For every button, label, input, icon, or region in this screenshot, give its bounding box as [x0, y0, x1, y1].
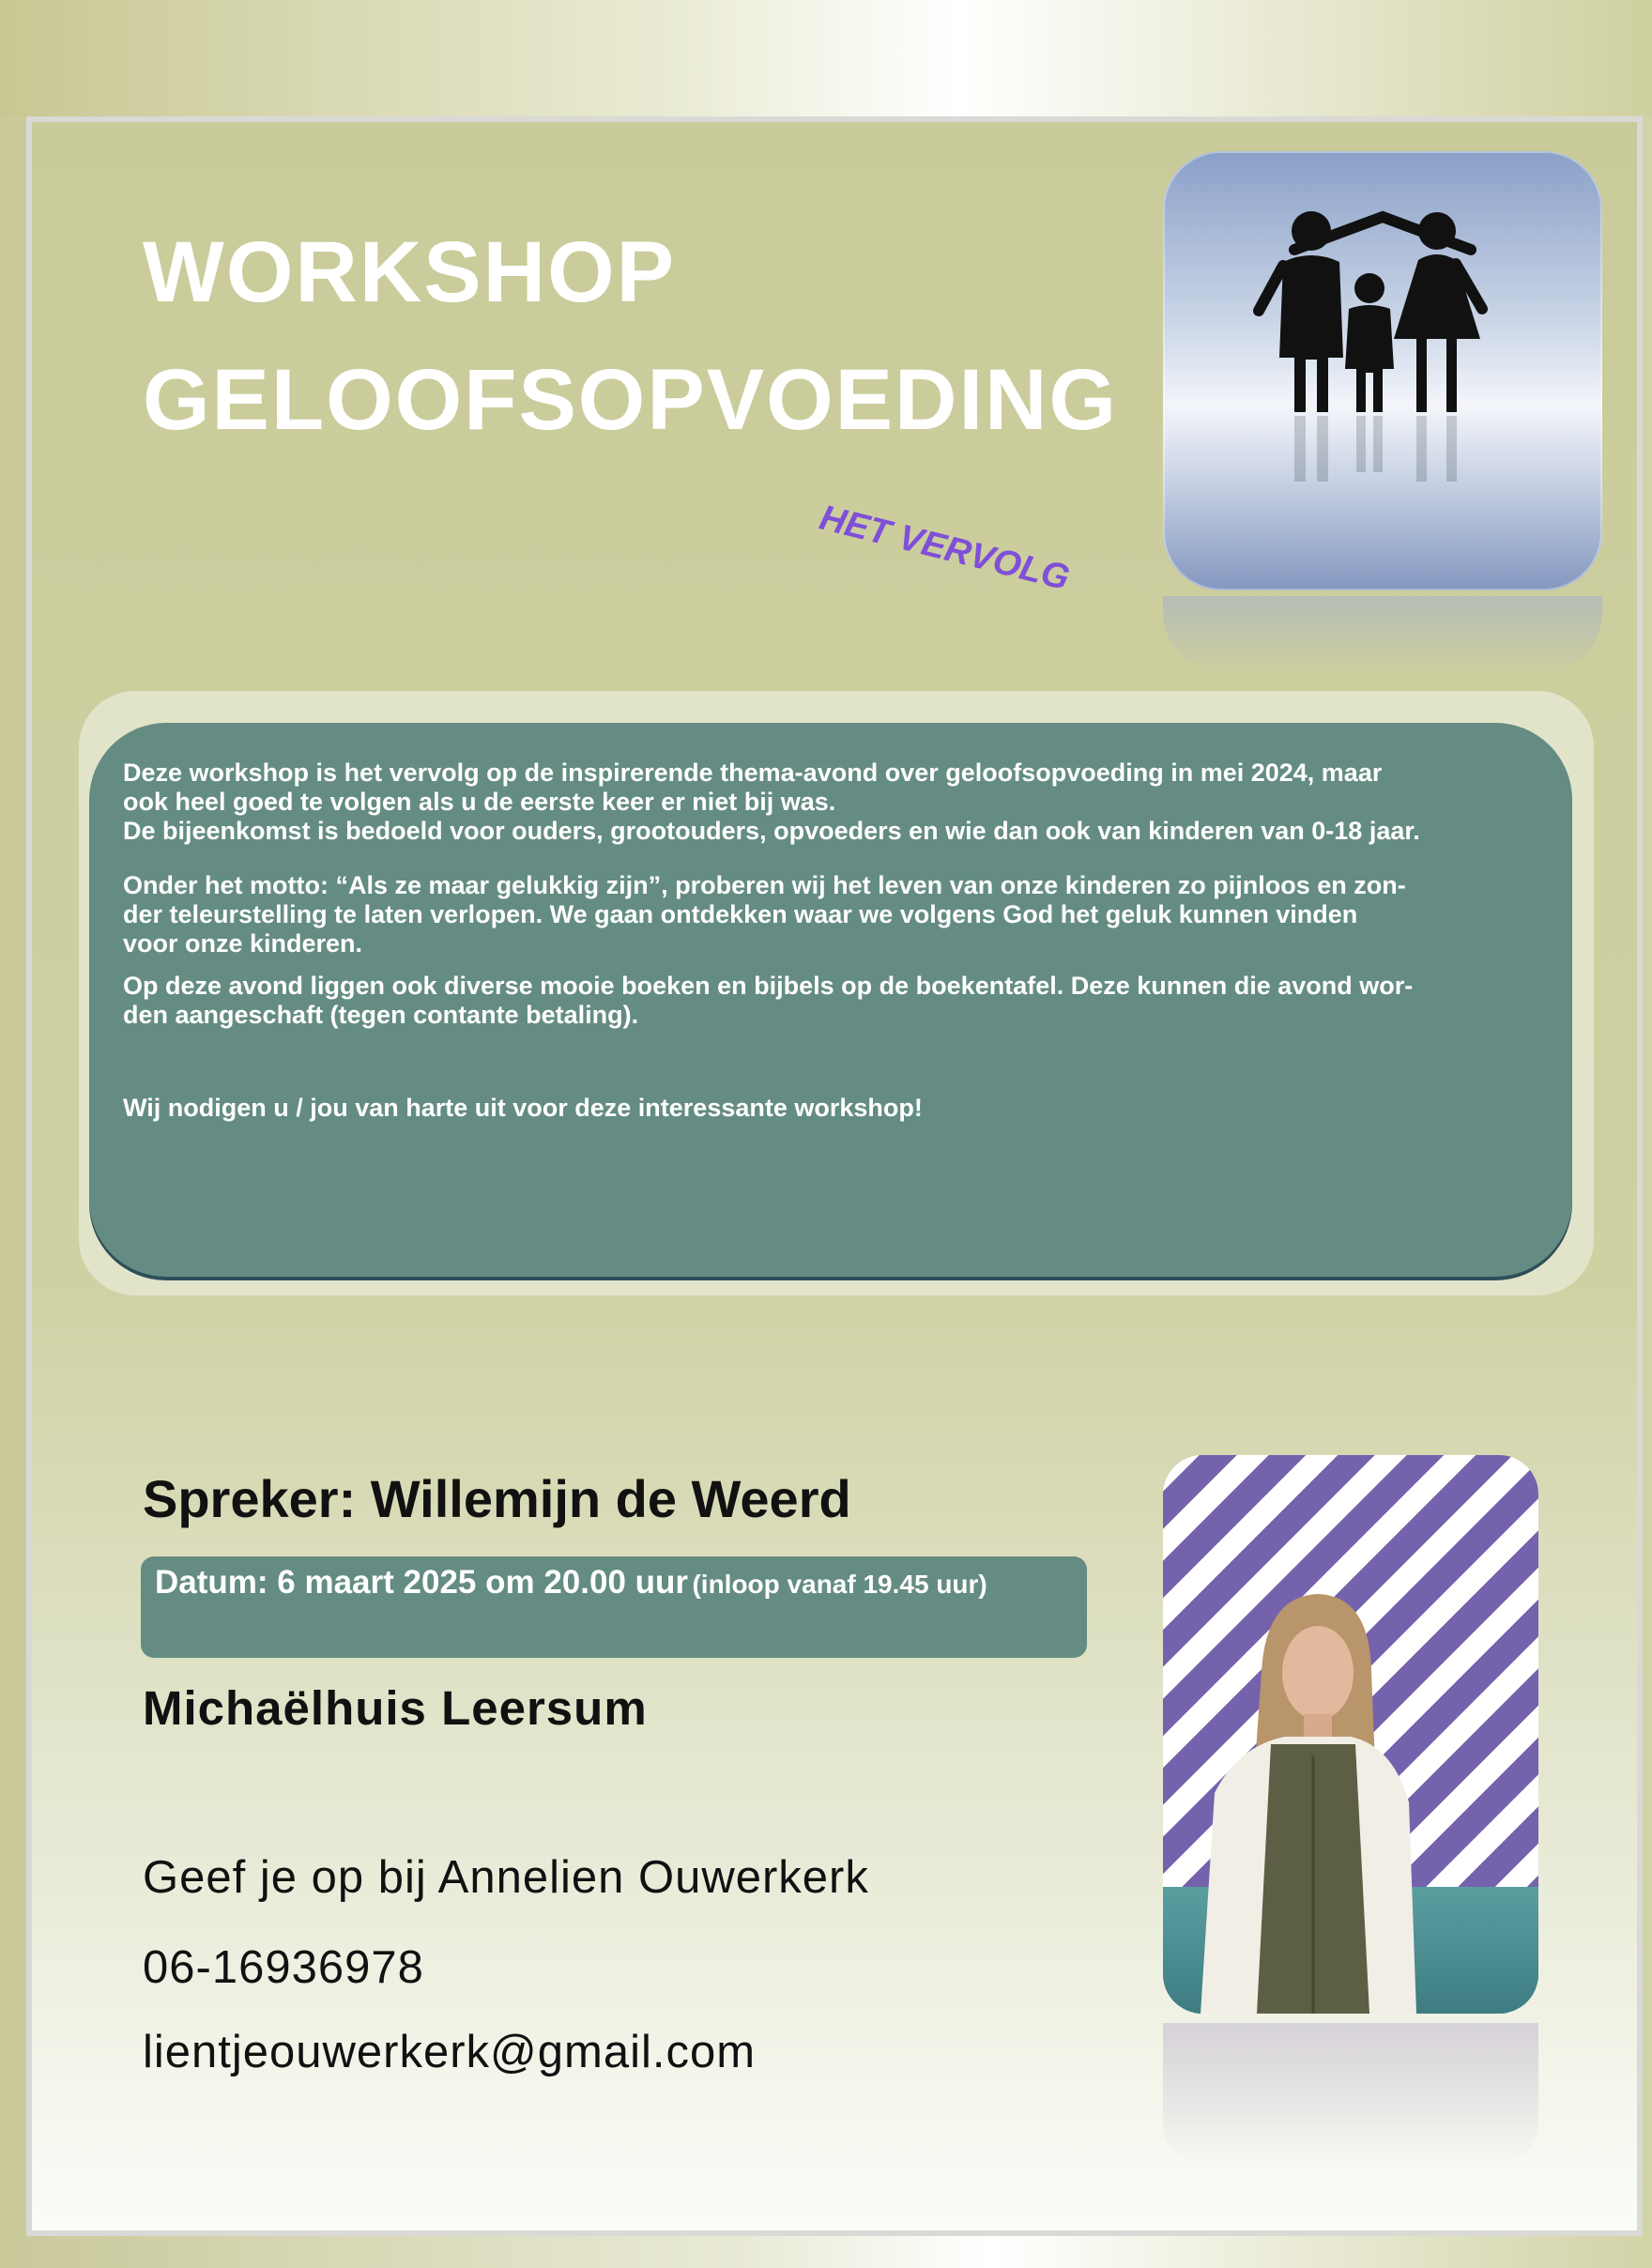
title-line-1: WORKSHOP — [143, 224, 676, 320]
intro-line: ook heel goed te volgen als u de eerste keer er niet bij was. — [123, 788, 836, 816]
intro-line: Onder het motto: “Als ze maar gelukkig zijn”, proberen wij het leven van onze kinderen zo pijnloos en zon- — [123, 871, 1406, 899]
phone-number: 06-16936978 — [143, 1942, 424, 1993]
intro-line: voor onze kinderen. — [123, 929, 363, 958]
speaker-photo-reflection — [1163, 2023, 1538, 2164]
page-title — [143, 208, 1118, 464]
walk-in-time: (inloop vanaf 19.45 uur) — [692, 1570, 987, 1599]
family-image-reflection — [1163, 596, 1602, 671]
family-house-icon — [1163, 151, 1602, 590]
email-address[interactable]: lientjeouwerkerk@gmail.com — [143, 2027, 757, 2077]
family-image — [1163, 151, 1602, 590]
speaker-photo — [1163, 1455, 1538, 2014]
top-band — [0, 0, 1652, 117]
intro-line: der teleurstelling te laten verlopen. We gaan ontdekken waar we volgens God het geluk kunnen vinden — [123, 900, 1358, 928]
speaker-portrait — [1163, 1455, 1538, 2014]
subtitle: HET VERVOLG — [816, 498, 1074, 599]
intro-line: den aangeschaft (tegen contante betaling). — [123, 1001, 639, 1029]
speaker-name: Spreker: Willemijn de Weerd — [143, 1469, 851, 1528]
intro-line: Op deze avond liggen ook diverse mooie boeken en bijbels op de boekentafel. Deze kunnen die avond wor- — [123, 972, 1414, 1000]
intro-line: De bijeenkomst is bedoeld voor ouders, grootouders, opvoeders en wie dan ook van kinderen van 0-18 jaar. — [123, 817, 1420, 845]
intro-box — [89, 723, 1572, 1277]
event-date: Datum: 6 maart 2025 om 20.00 uur — [155, 1564, 689, 1601]
event-location: Michaëlhuis Leersum — [143, 1681, 648, 1735]
title-line-2: GELOOFSOPVOEDING — [143, 352, 1119, 448]
flyer — [26, 116, 1643, 2236]
date-box — [141, 1556, 1087, 1658]
intro-line: Deze workshop is het vervolg op de inspirerende thema-avond over geloofsopvoeding in mei 2024, maar — [123, 759, 1383, 787]
signup-text: Geef je op bij Annelien Ouwerkerk — [143, 1852, 869, 1903]
invitation-text: Wij nodigen u / jou van harte uit voor deze interessante workshop! — [123, 1094, 923, 1122]
